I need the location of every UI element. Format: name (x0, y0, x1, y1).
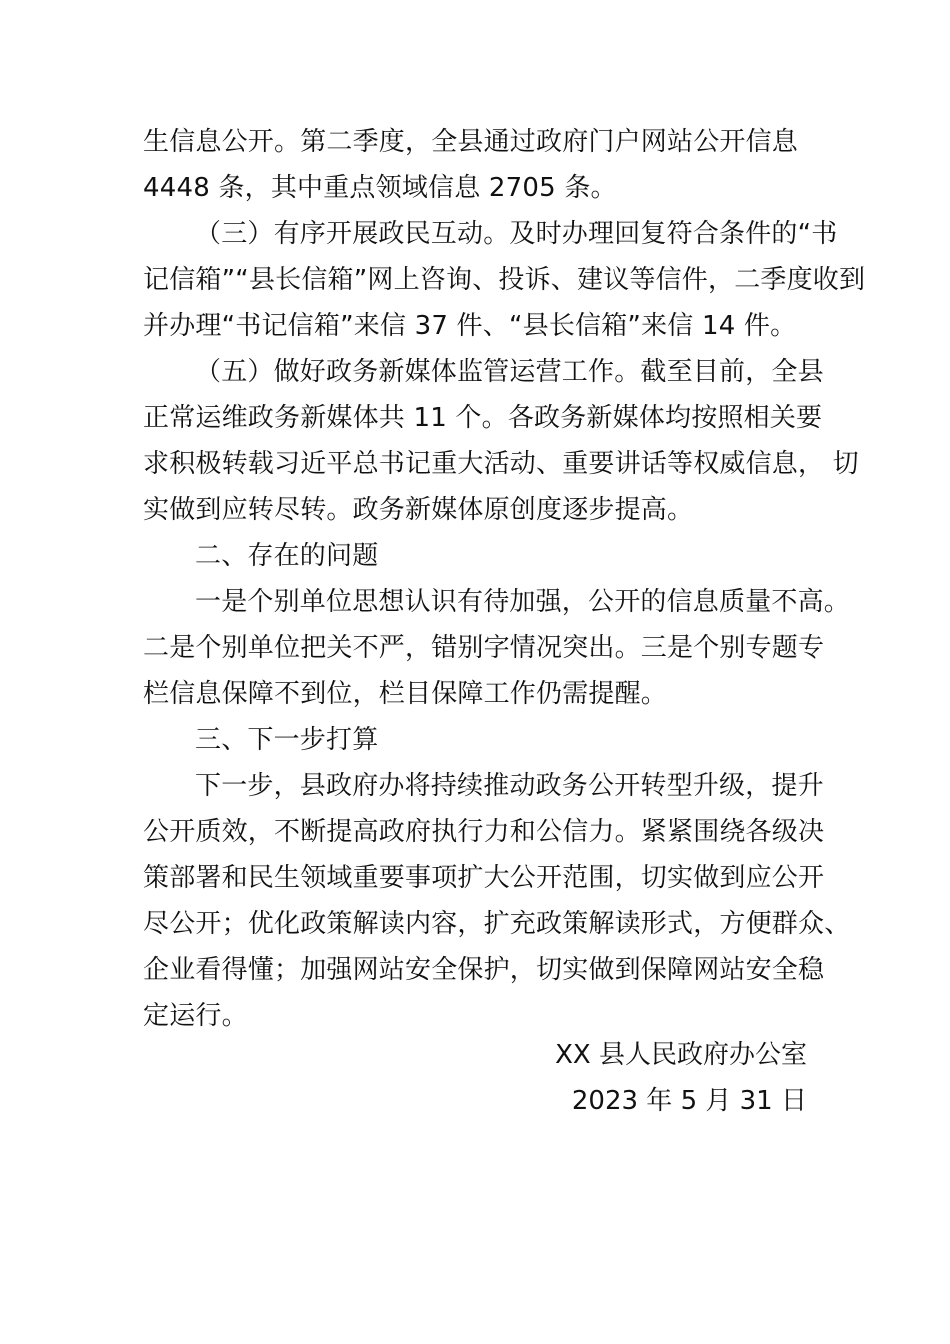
paragraph-line: 并办理“书记信箱”来信 37 件、“县长信箱”来信 14 件。 (143, 311, 797, 341)
paragraph-line: 下一步，县政府办将持续推动政务公开转型升级，提升 (195, 771, 824, 801)
paragraph-line: 二是个别单位把关不严，错别字情况突出。三是个别专题专 (143, 633, 825, 663)
paragraph-line: 定运行。 (143, 1001, 248, 1031)
paragraph-line: 公开质效，不断提高政府执行力和公信力。紧紧围绕各级决 (143, 817, 825, 847)
signature-org: XX 县人民政府办公室 (555, 1040, 807, 1070)
paragraph-line: 实做到应转尽转。政务新媒体原创度逐步提高。 (143, 495, 694, 525)
signature-date: 2023 年 5 月 31 日 (571, 1086, 807, 1116)
paragraph-line: 记信箱”“县长信箱”网上咨询、投诉、建议等信件，二季度收到 (143, 265, 866, 295)
paragraph-line: 尽公开；优化政策解读内容，扩充政策解读形式，方便群众、 (143, 909, 851, 939)
paragraph-line: 正常运维政务新媒体共 11 个。各政务新媒体均按照相关要 (143, 403, 823, 433)
paragraph-line: 求积极转载习近平总书记重大活动、重要讲话等权威信息， 切 (143, 449, 859, 479)
paragraph-line: （五）做好政务新媒体监管运营工作。截至目前，全县 (195, 357, 824, 387)
section-heading: 三、下一步打算 (195, 725, 379, 755)
paragraph-line: 4448 条，其中重点领域信息 2705 条。 (143, 173, 617, 203)
paragraph-line: 策部署和民生领域重要事项扩大公开范围，切实做到应公开 (143, 863, 825, 893)
paragraph-line: 栏信息保障不到位，栏目保障工作仍需提醒。 (143, 679, 668, 709)
paragraph-line: （三）有序开展政民互动。及时办理回复符合条件的“书 (195, 219, 838, 249)
paragraph-line: 一是个别单位思想认识有待加强，公开的信息质量不高。 (195, 587, 851, 617)
paragraph-line: 生信息公开。第二季度，全县通过政府门户网站公开信息 (143, 127, 799, 157)
section-heading: 二、存在的问题 (195, 541, 379, 571)
paragraph-line: 企业看得懂；加强网站安全保护，切实做到保障网站安全稳 (143, 955, 825, 985)
